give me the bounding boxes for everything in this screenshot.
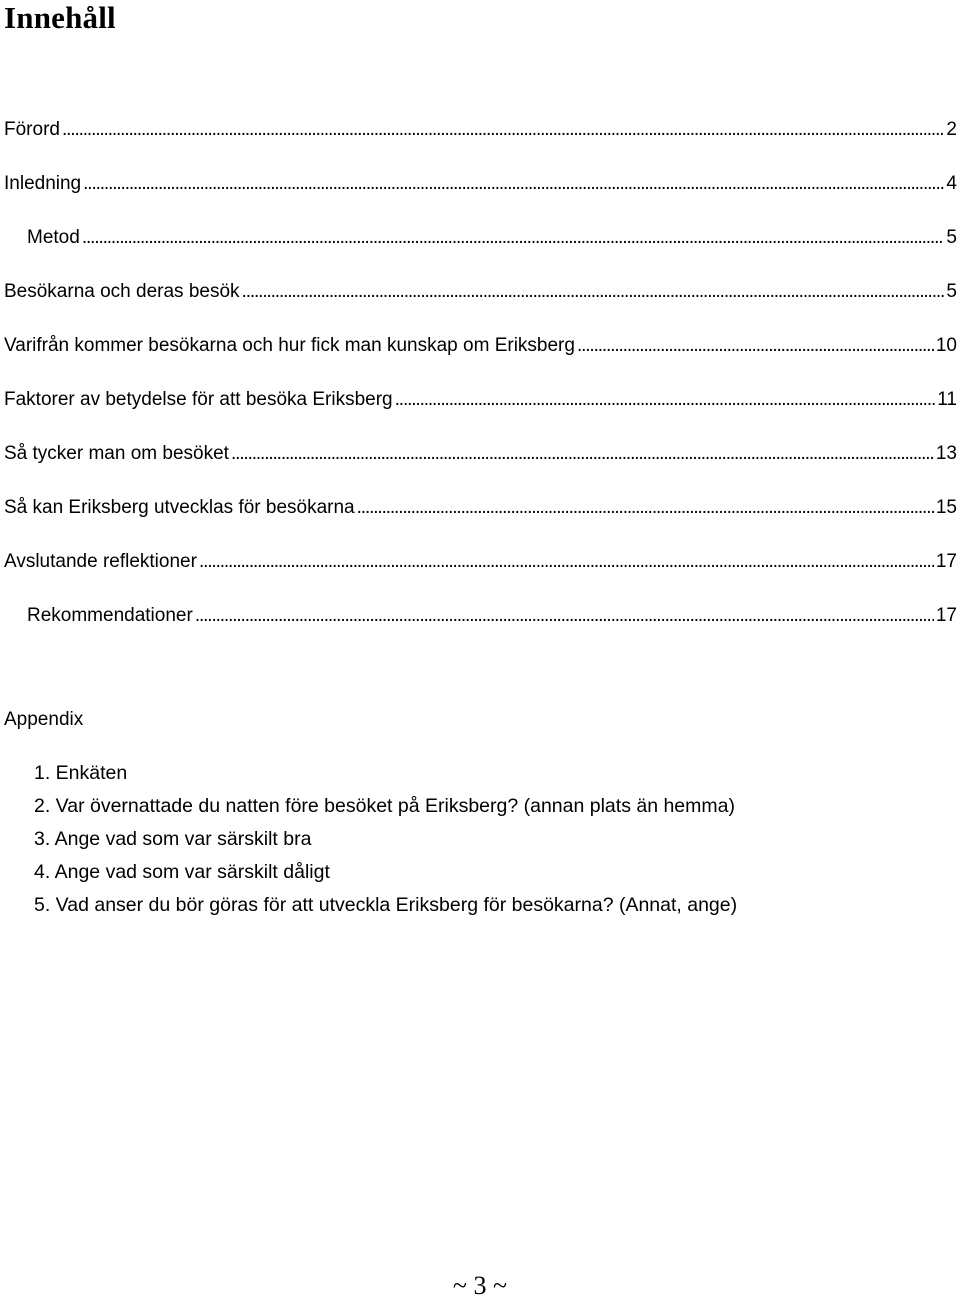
toc-entry-label: Besökarna och deras besök [4,281,240,302]
table-of-contents [4,110,960,650]
page-title: Innehåll [4,0,116,35]
toc-entry-label: Metod [27,227,80,248]
toc-entry-label: Avslutande reflektioner [4,551,197,572]
toc-entry-page: 2 [946,119,957,140]
toc-entry-page: 13 [935,443,957,464]
toc-entry[interactable] [4,326,960,380]
toc-dot-leader [62,110,944,150]
toc-dot-leader [357,488,934,528]
toc-dot-leader [395,380,936,420]
page-number: ~ 3 ~ [452,1271,508,1300]
toc-dot-leader [577,326,934,366]
toc-entry-label: Varifrån kommer besökarna och hur fick man kunskap om Eriksberg [4,335,575,356]
toc-entry[interactable] [4,542,960,596]
appendix-item: 2. Var övernattade du natten före besöket på Eriksberg? (annan plats än hemma) [34,795,735,817]
toc-entry-page: 4 [946,173,957,194]
toc-entry-page: 10 [935,335,957,356]
toc-entry[interactable] [4,164,960,218]
toc-entry[interactable] [4,380,960,434]
toc-entry-label: Så kan Eriksberg utvecklas för besökarna [4,497,355,518]
appendix-list [34,757,737,922]
toc-entry[interactable] [4,110,960,164]
appendix-item: 3. Ange vad som var särskilt bra [34,828,312,850]
toc-entry-page: 15 [935,497,957,518]
toc-dot-leader [195,596,934,636]
toc-entry-label: Förord [4,119,60,140]
toc-entry-page: 17 [935,605,957,626]
toc-entry-label: Inledning [4,173,82,194]
toc-dot-leader [83,164,944,204]
toc-entry-page: 5 [946,227,957,248]
appendix-item: 4. Ange vad som var särskilt dåligt [34,861,330,883]
toc-entry[interactable] [4,596,960,650]
toc-entry[interactable] [4,218,960,272]
toc-dot-leader [242,272,945,312]
appendix-item: 5. Vad anser du bör göras för att utveckla Eriksberg för besökarna? (Annat, ange) [34,894,738,916]
toc-entry-page: 17 [935,551,957,572]
toc-dot-leader [231,434,934,474]
toc-entry[interactable] [4,488,960,542]
toc-entry-label: Så tycker man om besöket [4,443,229,464]
toc-entry-page: 11 [937,389,957,410]
toc-entry[interactable] [4,434,960,488]
appendix-heading: Appendix [4,709,84,730]
toc-dot-leader [82,218,945,258]
appendix-item: 1. Enkäten [34,762,128,784]
toc-entry-label: Faktorer av betydelse för att besöka Eriksberg [4,389,393,410]
toc-entry-page: 5 [946,281,957,302]
toc-entry-label: Rekommendationer [27,605,193,626]
toc-entry[interactable] [4,272,960,326]
toc-dot-leader [199,542,934,582]
